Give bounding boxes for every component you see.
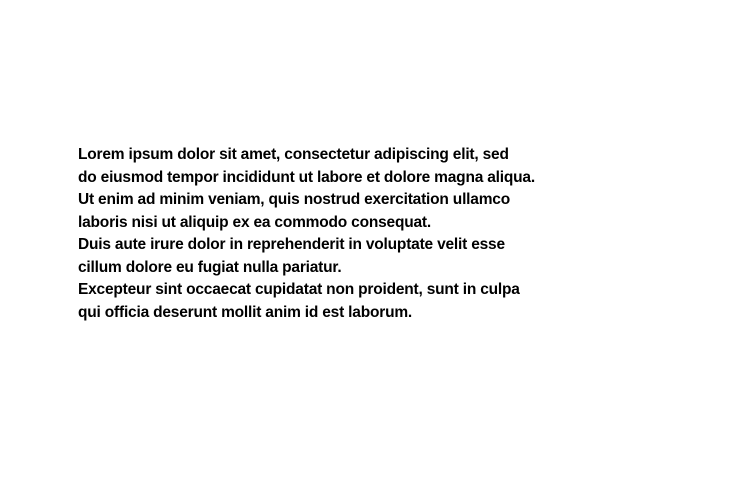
text-line: Lorem ipsum dolor sit amet, consectetur adipiscing elit, sed — [78, 146, 509, 163]
text-line: Ut enim ad minim veniam, quis nostrud exercitation ullamco — [78, 191, 510, 208]
document-text-block — [78, 144, 678, 324]
text-line: qui officia deserunt mollit anim id est laborum. — [78, 303, 413, 321]
text-line: do eiusmod tempor incididunt ut labore et dolore magna aliqua. — [78, 168, 535, 186]
text-line: Duis aute irure dolor in reprehenderit in voluptate velit esse — [78, 236, 505, 253]
text-line: cillum dolore eu fugiat nulla pariatur. — [78, 258, 342, 276]
text-line: Excepteur sint occaecat cupidatat non proident, sunt in culpa — [78, 281, 520, 298]
text-line: laboris nisi ut aliquip ex ea commodo consequat. — [78, 213, 432, 231]
